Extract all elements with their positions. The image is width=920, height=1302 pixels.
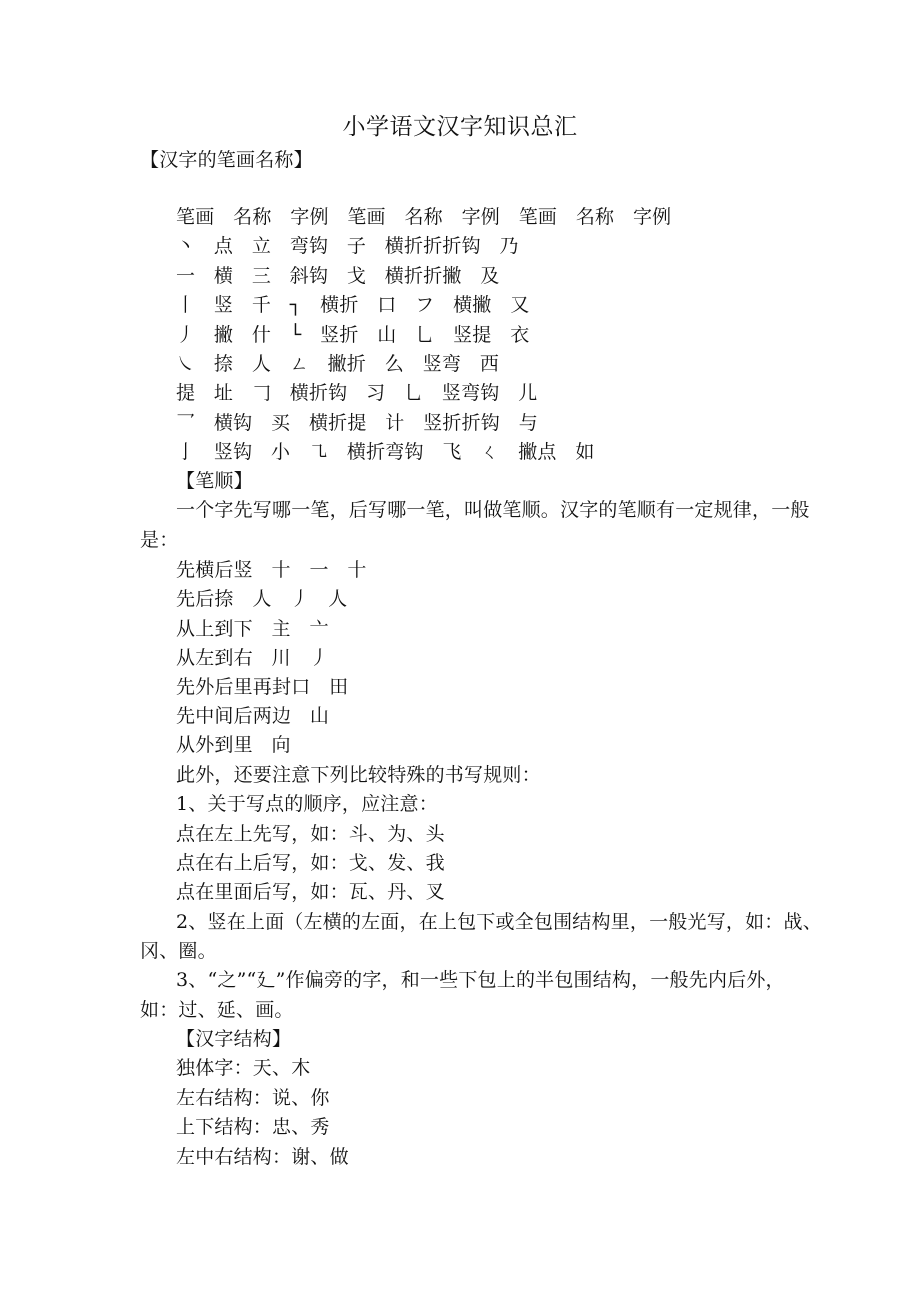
stroke-table-row: 乛 横钩 买 横折提 计 竖折折钩 与 [176,412,538,434]
dot-rule: 点在右上后写，如：戈、发、我 [176,852,445,874]
order-rule: 先中间后两边 山 [176,705,330,727]
stroke-table-row: 亅 竖钩 小 ㇈ 横折弯钩 飞 ㄑ 撇点 如 [176,441,595,463]
order-rule: 从上到下 主 亠 [176,618,329,640]
stroke-table-row: ㇏ 捺 人 ㄥ 撇折 么 竖弯 西 [176,353,500,375]
rule-2-line: 冈、圈。 [140,940,217,962]
dot-rule: 点在左上先写，如：斗、为、头 [176,823,445,845]
stroke-table-row: 一 横 三 斜钩 戈 横折折撇 及 [176,265,500,287]
stroke-table-row: 丶 点 立 弯钩 子 横折折折钩 乃 [176,235,519,257]
stroke-table-row: 丿 撇 什 └ 竖折 山 乚 竖提 衣 [176,324,530,346]
special-intro: 此外，还要注意下列比较特殊的书写规则： [176,764,541,786]
rule-2-line: 2、竖在上面（左横的左面，在上包下或全包围结构里，一般光写，如：战、 [176,911,822,933]
strokes-heading: 【汉字的笔画名称】 [140,149,313,171]
rule-1: 1、关于写点的顺序，应注意： [176,793,438,815]
order-rule: 先外后里再封口 田 [176,676,349,698]
order-rule: 从左到右 川 丿 [176,647,329,669]
stroke-table-row: 丨 竖 千 ┐ 横折 口 フ 横撇 又 [176,294,530,316]
order-paragraph-line: 是： [140,529,179,551]
page-title: 小学语文汉字知识总汇 [342,114,578,140]
structure-item: 左中右结构：谢、做 [176,1146,349,1168]
order-paragraph-line: 一个字先写哪一笔，后写哪一笔，叫做笔顺。汉字的笔顺有一定规律，一般 [176,499,810,521]
structure-item: 左右结构：说、你 [176,1087,330,1109]
stroke-table-row: 提 址 𠃌 横折钩 习 乚 竖弯钩 儿 [176,382,538,404]
order-rule: 先横后竖 十 一 十 [176,559,367,581]
structure-item: 独体字：天、木 [176,1057,311,1079]
dot-rule: 点在里面后写，如：瓦、丹、叉 [176,881,445,903]
rule-3-line: 3、“之”“廴”作偏旁的字，和一些下包上的半包围结构，一般先内后外， [176,969,785,991]
stroke-table-header: 笔画 名称 字例 笔画 名称 字例 笔画 名称 字例 [176,206,672,228]
order-rule: 先后捺 人 丿 人 [176,588,348,610]
rule-3-line: 如：过、延、画。 [140,999,294,1021]
order-rule: 从外到里 向 [176,734,291,756]
structure-item: 上下结构：忠、秀 [176,1116,330,1138]
order-heading: 【笔顺】 [176,470,253,492]
structure-heading: 【汉字结构】 [176,1028,292,1050]
